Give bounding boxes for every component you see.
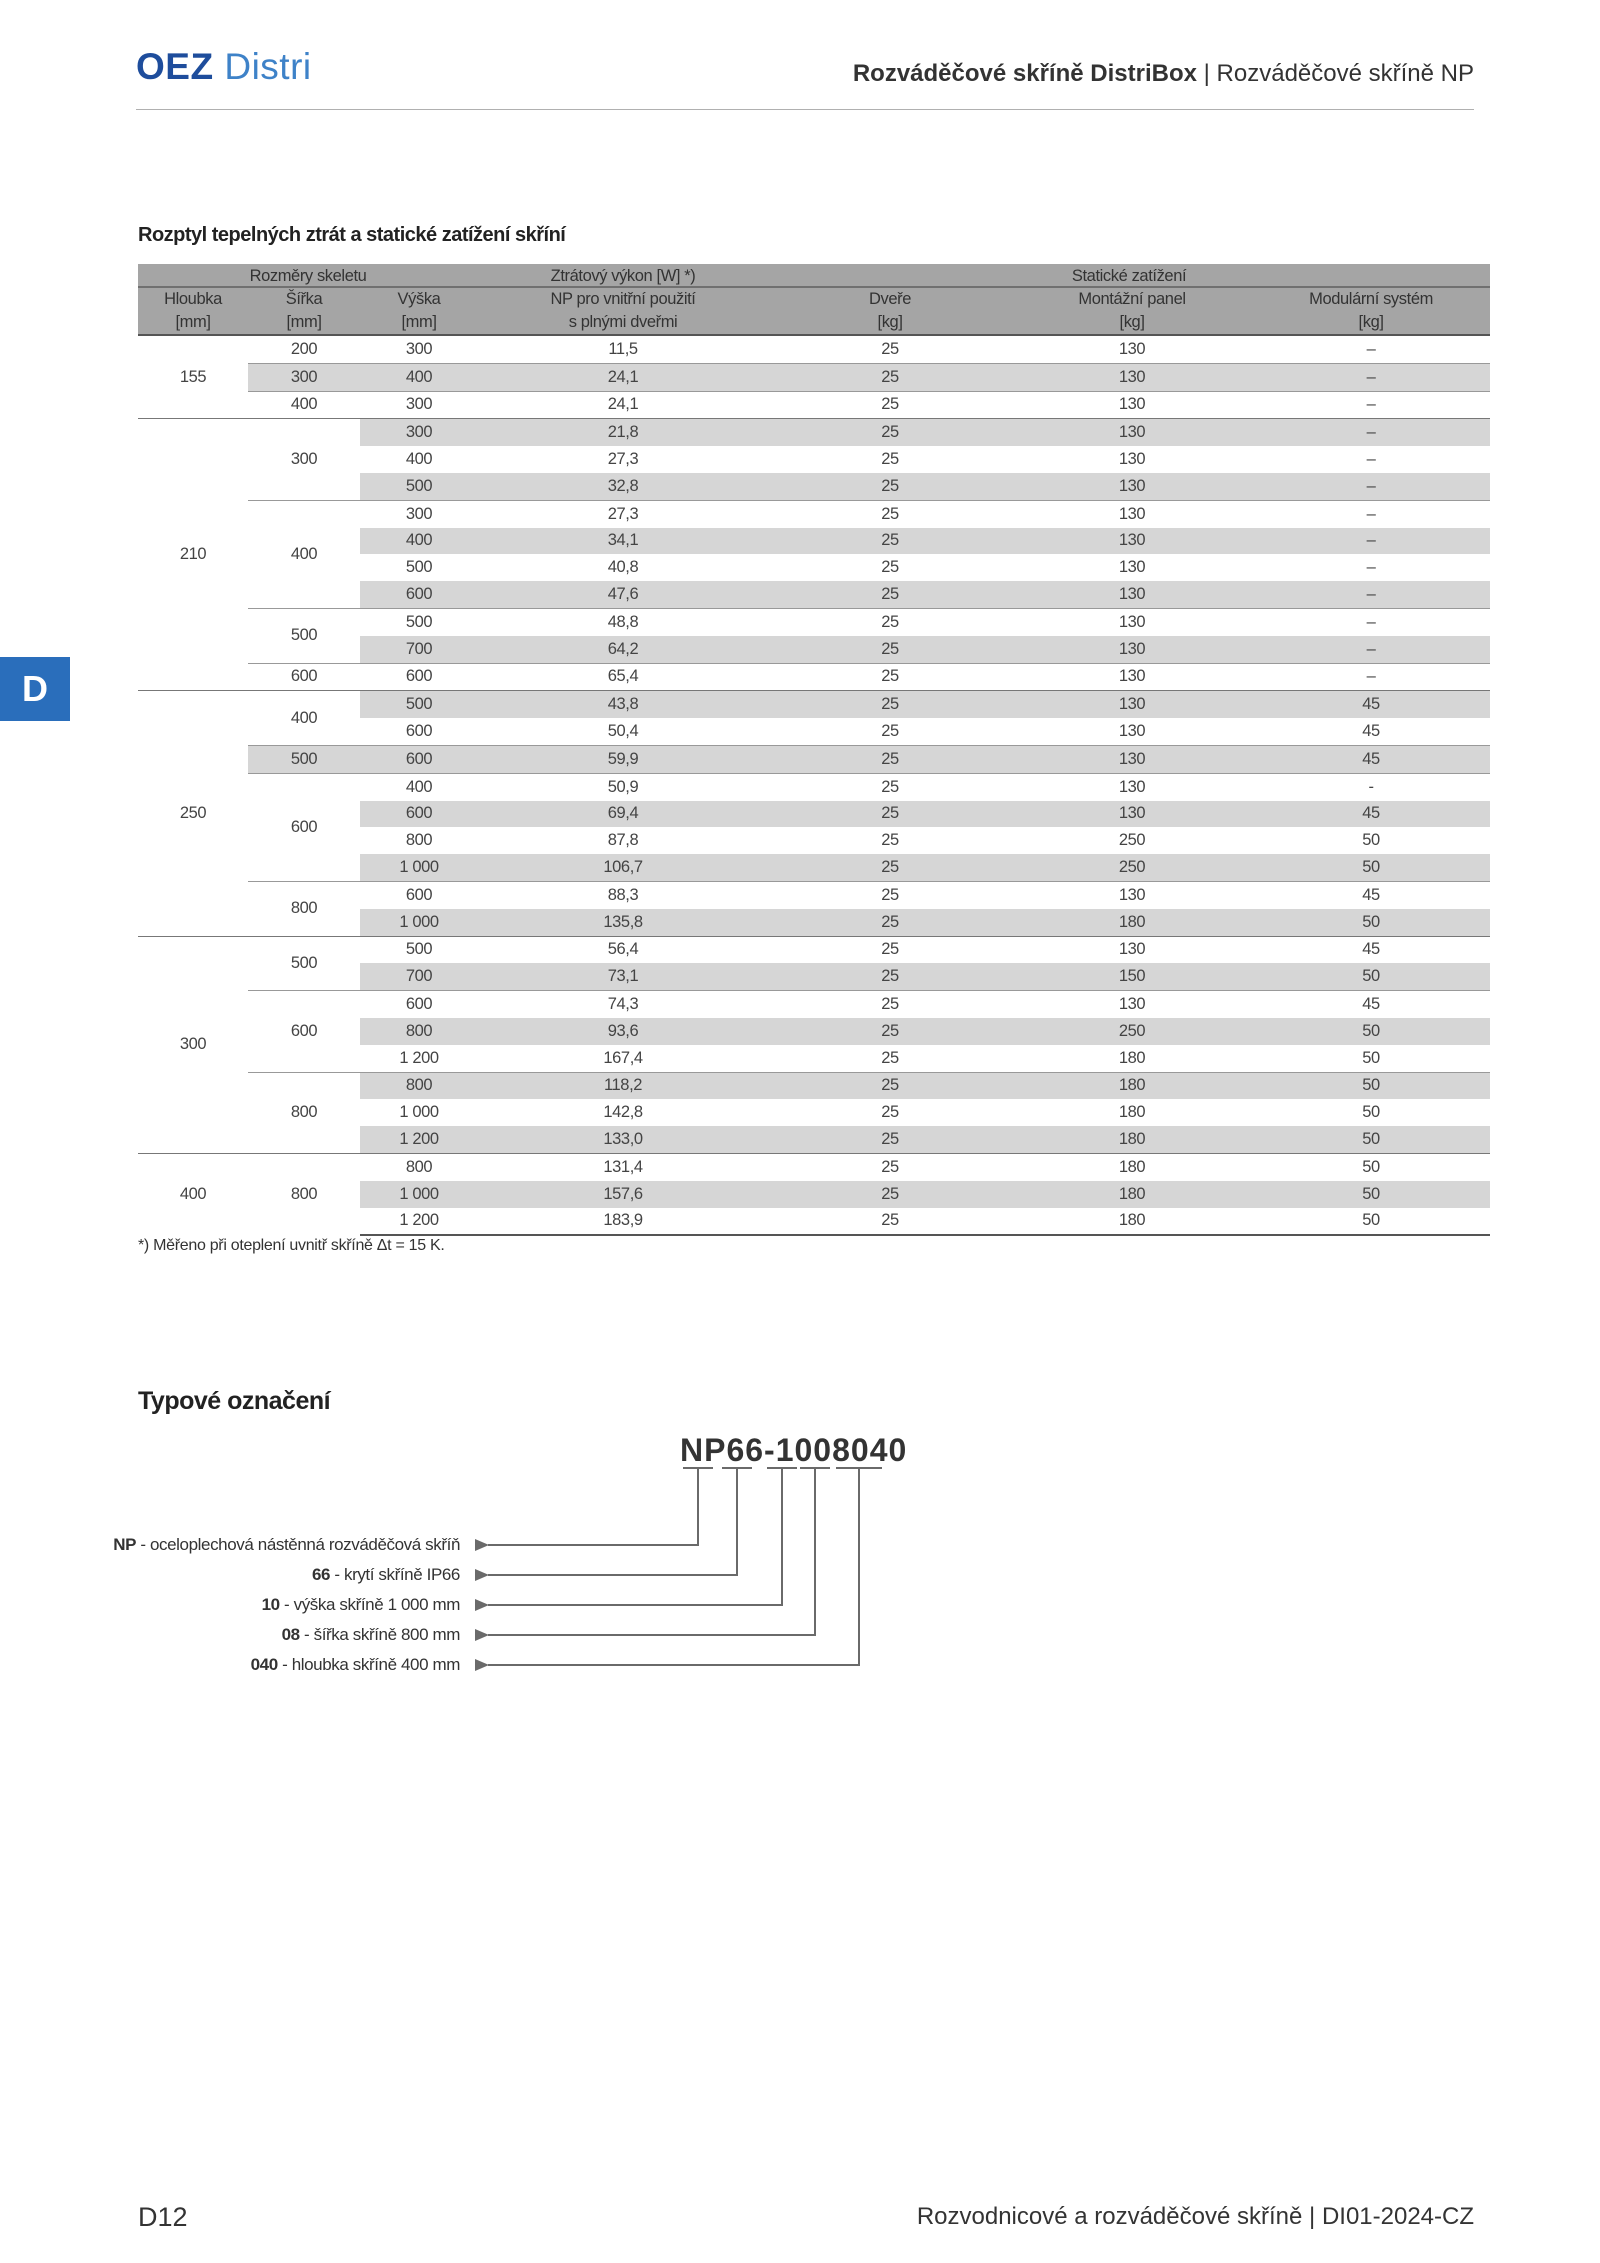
cell-door: 25 — [881, 831, 899, 850]
header-title-light: Rozváděčové skříně NP — [1216, 60, 1474, 87]
cell-power: 27,3 — [607, 450, 639, 469]
cell-width: 600 — [248, 663, 360, 691]
cell-width: 300 — [248, 363, 360, 391]
header-divider — [136, 109, 1474, 110]
cell-height: 500 — [405, 558, 433, 577]
cell-depth: 400 — [138, 1153, 248, 1235]
cell-panel: 130 — [1012, 581, 1252, 608]
cell-door: 25 — [768, 745, 1012, 773]
type-code: NP66-1008040 — [680, 1432, 908, 1468]
cell-modular: - — [1252, 773, 1490, 800]
cell-power: 21,8 — [478, 419, 768, 446]
col-unit-width: [mm] — [248, 311, 360, 335]
table-body — [138, 335, 1490, 1235]
table-column-unit-row — [138, 311, 1490, 335]
cell-door: 25 — [768, 881, 1012, 908]
cell-power: 74,3 — [478, 991, 768, 1018]
cell-door: 25 — [768, 663, 1012, 691]
cell-height: 800 — [405, 831, 433, 850]
cell-panel: 130 — [1012, 419, 1252, 446]
table-row — [138, 991, 1490, 1018]
cell-height: 400 — [360, 363, 478, 391]
cell-door: 25 — [768, 963, 1012, 990]
heat-loss-table — [138, 264, 1490, 1236]
cell-modular: – — [1252, 636, 1490, 663]
cell-power: 133,0 — [478, 1126, 768, 1153]
col-unit-depth: [mm] — [138, 311, 248, 335]
table-row — [138, 881, 1490, 908]
cell-modular: – — [1252, 419, 1490, 446]
cell-height: 400 — [360, 528, 478, 555]
cell-height: 1 000 — [360, 854, 478, 881]
table-row — [138, 391, 1490, 419]
cell-panel: 130 — [1012, 473, 1252, 500]
cell-panel: 250 — [1118, 831, 1146, 850]
cell-power: 69,4 — [478, 801, 768, 828]
cell-power: 24,1 — [478, 391, 768, 419]
cell-modular: 45 — [1252, 801, 1490, 828]
cell-width: 600 — [248, 991, 360, 1072]
cell-height: 600 — [360, 745, 478, 773]
legend-item-040: 040 - hloubka skříně 400 mm — [250, 1655, 460, 1674]
cell-modular: 50 — [1252, 854, 1490, 881]
leader-arrow-10 — [488, 1468, 782, 1605]
cell-door: 25 — [768, 473, 1012, 500]
legend-item-np: NP - oceloplechová nástěnná rozváděčová skříň — [113, 1535, 460, 1554]
cell-door: 25 — [881, 558, 899, 577]
cell-power: 40,8 — [607, 558, 639, 577]
cell-height: 600 — [360, 801, 478, 828]
footer-title — [917, 2203, 1474, 2231]
cell-panel: 180 — [1012, 1153, 1252, 1180]
cell-panel: 130 — [1118, 339, 1146, 358]
col-unit-modular: [kg] — [1252, 311, 1490, 335]
cell-door: 25 — [768, 1153, 1012, 1180]
footer-doc-code: DI01-2024-CZ — [1321, 2203, 1474, 2230]
cell-door: 25 — [768, 608, 1012, 635]
cell-panel: 130 — [1012, 691, 1252, 718]
table-row — [138, 1072, 1490, 1099]
cell-power: 32,8 — [478, 473, 768, 500]
cell-power: 50,4 — [607, 722, 639, 741]
col-header-width: Šířka — [248, 288, 360, 311]
cell-height: 700 — [360, 963, 478, 990]
cell-width: 400 — [248, 391, 360, 419]
cell-height: 500 — [360, 691, 478, 718]
cell-door: 25 — [768, 391, 1012, 419]
cell-panel: 130 — [1012, 608, 1252, 635]
cell-power: 48,8 — [478, 608, 768, 635]
logo-secondary: Distri — [224, 46, 312, 87]
table-footnote: *) Měřeno při oteplení uvnitř skříně Δt = 15 K. — [138, 1237, 445, 1254]
cell-power: 34,1 — [478, 528, 768, 555]
cell-modular: – — [1252, 528, 1490, 555]
cell-door: 25 — [768, 854, 1012, 881]
cell-modular: 50 — [1252, 1072, 1490, 1099]
legend-item-66: 66 - krytí skříně IP66 — [311, 1565, 460, 1584]
cell-panel: 130 — [1012, 991, 1252, 1018]
footer-title-text: Rozvodnicové a rozváděčové skříně — [916, 2203, 1303, 2230]
cell-door: 25 — [768, 500, 1012, 527]
cell-panel: 130 — [1012, 636, 1252, 663]
cell-height: 1 000 — [399, 1103, 439, 1122]
cell-height: 1 200 — [360, 1208, 478, 1236]
cell-modular: – — [1252, 500, 1490, 527]
cell-power: 56,4 — [478, 936, 768, 963]
col-unit-height: [mm] — [360, 311, 478, 335]
cell-power: 65,4 — [478, 663, 768, 691]
cell-power: 118,2 — [478, 1072, 768, 1099]
table-row — [138, 773, 1490, 800]
cell-power: 87,8 — [607, 831, 639, 850]
cell-panel: 130 — [1118, 450, 1146, 469]
page-number: D12 — [138, 2202, 188, 2232]
cell-panel: 180 — [1118, 1103, 1146, 1122]
cell-door: 25 — [768, 936, 1012, 963]
cell-modular: – — [1252, 473, 1490, 500]
group-header-static: Statické zatížení — [768, 264, 1490, 288]
cell-height: 800 — [360, 1153, 478, 1180]
cell-height: 800 — [360, 1072, 478, 1099]
cell-modular: 45 — [1252, 691, 1490, 718]
col-header-power: NP pro vnitřní použití — [478, 288, 768, 311]
cell-panel: 180 — [1012, 1072, 1252, 1099]
cell-power: 43,8 — [478, 691, 768, 718]
table-row — [138, 335, 1490, 363]
cell-panel: 180 — [1012, 1208, 1252, 1236]
cell-panel: 130 — [1012, 773, 1252, 800]
cell-panel: 130 — [1012, 363, 1252, 391]
cell-panel: 180 — [1012, 1126, 1252, 1153]
cell-power: 106,7 — [478, 854, 768, 881]
cell-power: 59,9 — [478, 745, 768, 773]
cell-panel: 130 — [1012, 500, 1252, 527]
cell-panel: 130 — [1118, 558, 1146, 577]
col-header-door: Dveře — [768, 288, 1012, 311]
table-group-header-row — [138, 264, 1490, 288]
cell-power: 157,6 — [478, 1181, 768, 1208]
cell-width: 800 — [248, 1153, 360, 1235]
cell-power: 167,4 — [603, 1048, 643, 1067]
table-row — [138, 936, 1490, 963]
cell-width: 600 — [248, 773, 360, 881]
cell-door: 25 — [768, 636, 1012, 663]
cell-height: 300 — [405, 339, 433, 358]
cell-modular: – — [1366, 450, 1376, 469]
cell-door: 25 — [768, 1018, 1012, 1045]
cell-power: 88,3 — [478, 881, 768, 908]
col-header-modular: Modulární systém — [1252, 288, 1490, 311]
cell-width: 500 — [248, 608, 360, 663]
section-tab: D — [0, 657, 70, 721]
cell-modular: 50 — [1252, 909, 1490, 936]
cell-power: 24,1 — [478, 363, 768, 391]
legend-item-10: 10 - výška skříně 1 000 mm — [261, 1595, 460, 1614]
cell-modular: 50 — [1252, 1181, 1490, 1208]
type-designation-title: Typové označení — [138, 1387, 331, 1415]
cell-door: 25 — [768, 363, 1012, 391]
cell-height: 800 — [360, 1018, 478, 1045]
cell-power: 47,6 — [478, 581, 768, 608]
col-unit-power: s plnými dveřmi — [478, 311, 768, 335]
cell-height: 600 — [360, 991, 478, 1018]
cell-panel: 130 — [1012, 663, 1252, 691]
cell-door: 25 — [881, 450, 899, 469]
col-unit-door: [kg] — [768, 311, 1012, 335]
cell-power: 27,3 — [478, 500, 768, 527]
table-row — [138, 500, 1490, 527]
cell-modular: 50 — [1252, 963, 1490, 990]
cell-door: 25 — [768, 1072, 1012, 1099]
cell-panel: 180 — [1012, 1181, 1252, 1208]
cell-power: 135,8 — [478, 909, 768, 936]
cell-width: 200 — [290, 339, 318, 358]
cell-door: 25 — [768, 581, 1012, 608]
cell-panel: 180 — [1012, 909, 1252, 936]
logo-primary: OEZ — [136, 46, 214, 87]
legend-item-08: 08 - šířka skříně 800 mm — [281, 1625, 460, 1644]
cell-panel: 130 — [1012, 528, 1252, 555]
cell-modular: 45 — [1252, 936, 1490, 963]
cell-modular: – — [1366, 339, 1376, 358]
cell-door: 25 — [768, 909, 1012, 936]
cell-modular: 50 — [1252, 1126, 1490, 1153]
cell-height: 600 — [360, 581, 478, 608]
cell-modular: – — [1252, 608, 1490, 635]
cell-modular: – — [1252, 581, 1490, 608]
header-title-bold: Rozváděčové skříně DistriBox — [852, 60, 1197, 87]
group-header-power: Ztrátový výkon [W] *) — [478, 264, 768, 288]
cell-door: 25 — [768, 801, 1012, 828]
cell-door: 25 — [768, 1181, 1012, 1208]
cell-power: 64,2 — [478, 636, 768, 663]
cell-width: 800 — [248, 1072, 360, 1153]
cell-door: 25 — [881, 722, 899, 741]
cell-panel: 130 — [1012, 936, 1252, 963]
cell-height: 600 — [360, 881, 478, 908]
leader-arrow-66 — [488, 1468, 737, 1575]
group-header-dimensions: Rozměry skeletu — [138, 264, 478, 288]
table-row — [138, 608, 1490, 635]
cell-power: 93,6 — [478, 1018, 768, 1045]
cell-door: 25 — [881, 339, 899, 358]
footer-separator: | — [1309, 2203, 1316, 2230]
cell-modular: – — [1252, 663, 1490, 691]
cell-height: 400 — [360, 773, 478, 800]
cell-modular: 50 — [1362, 1103, 1380, 1122]
cell-width: 500 — [248, 936, 360, 991]
cell-power: 11,5 — [608, 339, 638, 358]
cell-depth: 300 — [138, 936, 248, 1153]
cell-height: 500 — [360, 608, 478, 635]
cell-width: 300 — [248, 419, 360, 500]
cell-width: 800 — [248, 881, 360, 936]
cell-door: 25 — [768, 1208, 1012, 1236]
cell-height: 300 — [360, 391, 478, 419]
cell-width: 400 — [248, 691, 360, 746]
cell-height: 500 — [360, 473, 478, 500]
cell-modular: 50 — [1362, 831, 1380, 850]
cell-modular: – — [1252, 391, 1490, 419]
table-column-name-row — [138, 288, 1490, 311]
leader-arrow-np — [488, 1468, 698, 1545]
cell-height: 1 200 — [360, 1126, 478, 1153]
cell-panel: 180 — [1118, 1048, 1146, 1067]
cell-depth: 155 — [179, 367, 207, 386]
cell-power: 142,8 — [603, 1103, 643, 1122]
cell-height: 1 000 — [360, 1181, 478, 1208]
cell-door: 25 — [768, 528, 1012, 555]
cell-modular: 50 — [1252, 1208, 1490, 1236]
cell-depth: 250 — [138, 691, 248, 936]
cell-height: 400 — [405, 450, 433, 469]
cell-panel: 250 — [1012, 854, 1252, 881]
leader-arrow-040 — [488, 1468, 859, 1665]
cell-power: 50,9 — [478, 773, 768, 800]
cell-panel: 130 — [1118, 722, 1146, 741]
cell-height: 700 — [360, 636, 478, 663]
cell-panel: 130 — [1012, 745, 1252, 773]
cell-modular: 50 — [1362, 1048, 1380, 1067]
cell-modular: 45 — [1252, 745, 1490, 773]
table-row — [138, 419, 1490, 446]
cell-height: 600 — [405, 722, 433, 741]
col-unit-panel: [kg] — [1012, 311, 1252, 335]
cell-modular: – — [1366, 558, 1376, 577]
cell-door: 25 — [768, 691, 1012, 718]
cell-height: 600 — [360, 663, 478, 691]
table-row — [138, 663, 1490, 691]
cell-width: 500 — [248, 745, 360, 773]
cell-depth: 210 — [138, 419, 248, 691]
cell-panel: 130 — [1012, 391, 1252, 419]
cell-door: 25 — [881, 1103, 899, 1122]
cell-modular: 45 — [1252, 881, 1490, 908]
cell-door: 25 — [768, 1126, 1012, 1153]
cell-door: 25 — [881, 1048, 899, 1067]
cell-power: 131,4 — [478, 1153, 768, 1180]
cell-power: 183,9 — [478, 1208, 768, 1236]
leader-arrow-08 — [488, 1468, 815, 1635]
cell-modular: – — [1252, 363, 1490, 391]
cell-width: 400 — [248, 500, 360, 608]
cell-modular: 45 — [1362, 722, 1380, 741]
cell-height: 300 — [360, 500, 478, 527]
cell-panel: 250 — [1012, 1018, 1252, 1045]
table-row — [138, 691, 1490, 718]
table-row — [138, 363, 1490, 391]
header-separator: | — [1203, 60, 1210, 87]
table-row — [138, 745, 1490, 773]
cell-panel: 130 — [1012, 801, 1252, 828]
col-header-depth: Hloubka — [138, 288, 248, 311]
col-header-panel: Montážní panel — [1012, 288, 1252, 311]
header-title — [853, 60, 1474, 88]
cell-height: 1 200 — [399, 1048, 439, 1067]
cell-panel: 130 — [1012, 881, 1252, 908]
cell-modular: 50 — [1252, 1018, 1490, 1045]
cell-modular: 45 — [1252, 991, 1490, 1018]
cell-height: 500 — [360, 936, 478, 963]
table-title: Rozptyl tepelných ztrát a statické zatížení skříní — [138, 224, 566, 246]
cell-height: 300 — [360, 419, 478, 446]
brand-logo — [136, 46, 312, 88]
cell-panel: 150 — [1012, 963, 1252, 990]
cell-height: 1 000 — [360, 909, 478, 936]
col-header-height: Výška — [360, 288, 478, 311]
cell-power: 73,1 — [478, 963, 768, 990]
cell-modular: 50 — [1252, 1153, 1490, 1180]
cell-door: 25 — [768, 773, 1012, 800]
cell-door: 25 — [768, 419, 1012, 446]
cell-door: 25 — [768, 991, 1012, 1018]
table-row — [138, 1153, 1490, 1180]
